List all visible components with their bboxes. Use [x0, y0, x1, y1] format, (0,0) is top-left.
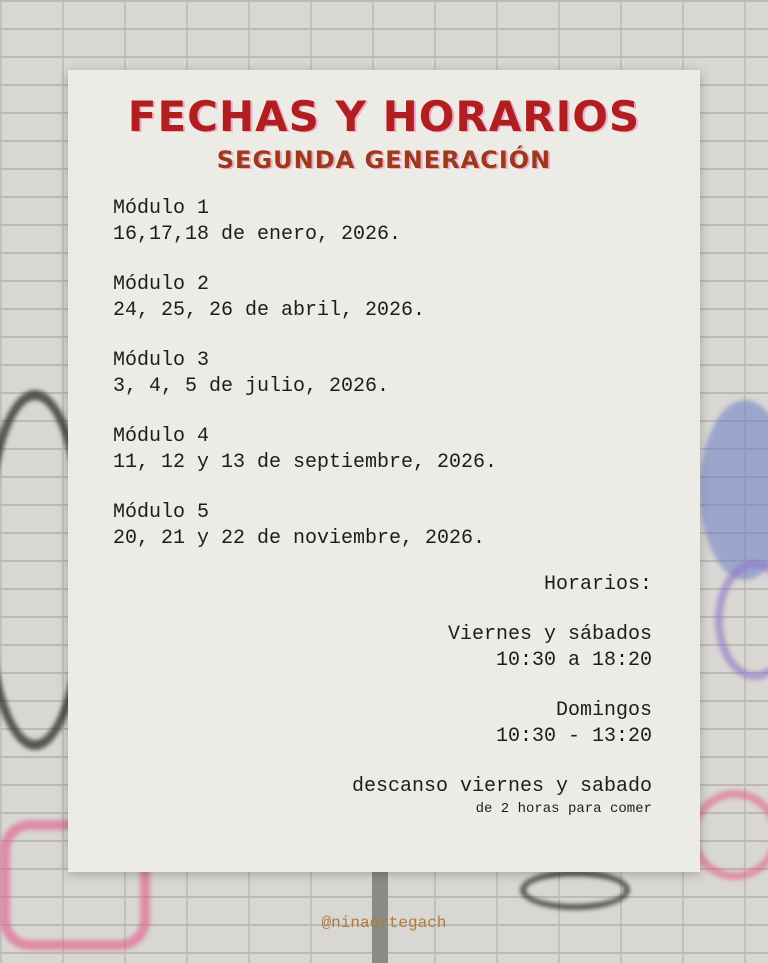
module-item	[113, 272, 497, 324]
module-dates: 16,17,18 de enero, 2026.	[113, 223, 402, 246]
module-dates: 11, 12 y 13 de septiembre, 2026.	[113, 451, 498, 474]
weekdays-label: Viernes y sábados	[447, 623, 652, 646]
module-dates: 24, 25, 26 de abril, 2026.	[113, 299, 426, 322]
graffiti-pink-right	[690, 790, 768, 880]
module-item	[113, 500, 497, 552]
schedule-heading: Horarios:	[543, 573, 652, 596]
ghost-text-overlay	[0, 200, 12, 235]
sunday-label: Domingos	[555, 699, 652, 722]
module-dates: 20, 21 y 22 de noviembre, 2026.	[113, 527, 486, 550]
sunday-hours: 10:30 - 13:20	[495, 725, 652, 748]
module-name: Módulo 4	[113, 425, 210, 448]
graffiti-eye	[520, 870, 630, 910]
module-item	[113, 348, 497, 400]
graffiti-purple	[715, 560, 768, 680]
module-name: Módulo 1	[113, 197, 210, 220]
module-item	[113, 196, 497, 248]
poster-subtitle: SEGUNDA GENERACIÓN	[216, 146, 552, 174]
break-label: descanso viernes y sabado	[351, 775, 652, 798]
author-handle: @ninaortegach	[321, 914, 447, 932]
graffiti-blue	[700, 400, 768, 580]
poster	[68, 70, 700, 872]
module-dates: 3, 4, 5 de julio, 2026.	[113, 375, 390, 398]
module-name: Módulo 5	[113, 501, 210, 524]
module-name: Módulo 3	[113, 349, 210, 372]
schedule-section	[352, 572, 652, 842]
module-name: Módulo 2	[113, 273, 210, 296]
weekdays-hours: 10:30 a 18:20	[495, 649, 652, 672]
poster-title: FECHAS Y HORARIOS	[127, 92, 641, 141]
modules-list	[113, 196, 497, 576]
break-note: de 2 horas para comer	[475, 801, 652, 817]
module-item	[113, 424, 497, 476]
